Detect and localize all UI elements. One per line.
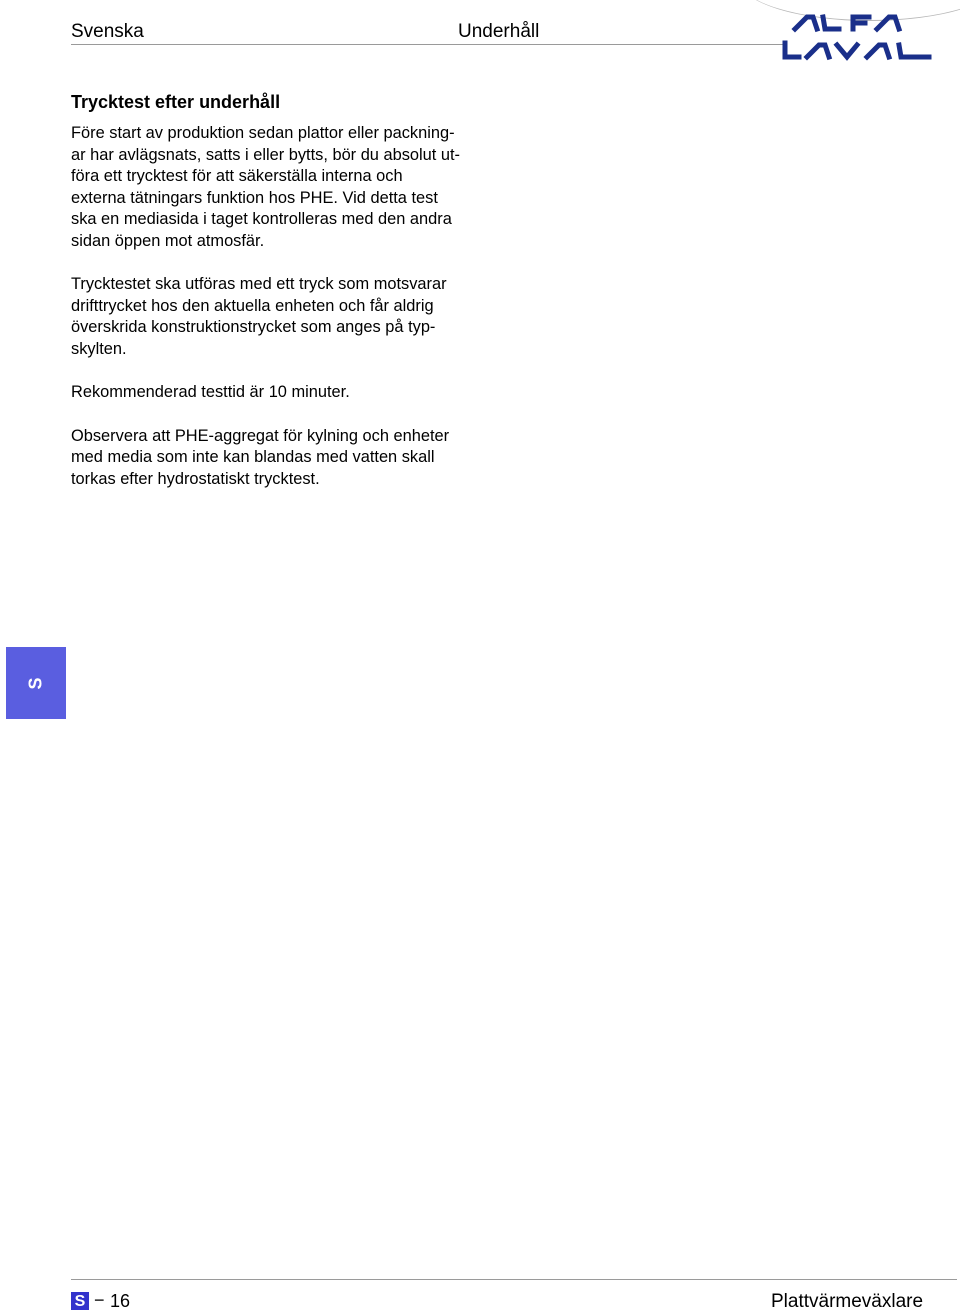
text-line: Observera att PHE-aggregat för kylning och enheter [71,426,450,445]
section-title: Trycktest efter underhåll [71,92,281,112]
footer-dash: − [94,1290,105,1310]
text-line: externa tätningars funktion hos PHE. Vid detta test [71,188,438,207]
footer-product-name: Plattvärmeväxlare [771,1291,924,1312]
footer-language-badge: S [71,1292,89,1310]
paragraph-test-duration [71,382,511,404]
text-line: skylten. [71,339,127,358]
text-line: sidan öppen mot atmosfär. [71,231,265,250]
paragraph-test-pressure [71,274,511,360]
text-line: Före start av produktion sedan plattor eller packning- [71,124,455,142]
header-language: Svenska [71,21,144,42]
text-line: Rekommenderad testtid är 10 minuter. [71,383,350,401]
alfa-laval-logo [781,9,933,64]
text-line: torkas efter hydrostatiskt trycktest. [71,469,320,488]
body-text [71,123,511,512]
text-line: drifttrycket hos den aktuella enheten och får aldrig [71,296,434,315]
text-line: med media som inte kan blandas med vatten skall [71,448,435,466]
paragraph-pressure-test-intro [71,123,511,252]
paragraph-drying-note [71,426,511,491]
side-tab-label: S [25,676,46,690]
text-line: ska en mediasida i taget kontrolleras med den andra [71,210,452,228]
footer-page-number: 16 [110,1291,131,1311]
footer-divider [71,1279,957,1280]
text-line: ar har avlägsnats, satts i eller bytts, bör du absolut ut- [71,145,461,164]
header-section-title: Underhåll [458,21,540,42]
language-side-tab [6,647,66,719]
text-line: föra ett trycktest för att säkerställa interna och [71,167,403,185]
header-divider [71,44,783,45]
text-line: Trycktestet ska utföras med ett tryck som motsvarar [71,275,447,293]
text-line: överskrida konstruktionstrycket som anges på typ- [71,318,436,336]
